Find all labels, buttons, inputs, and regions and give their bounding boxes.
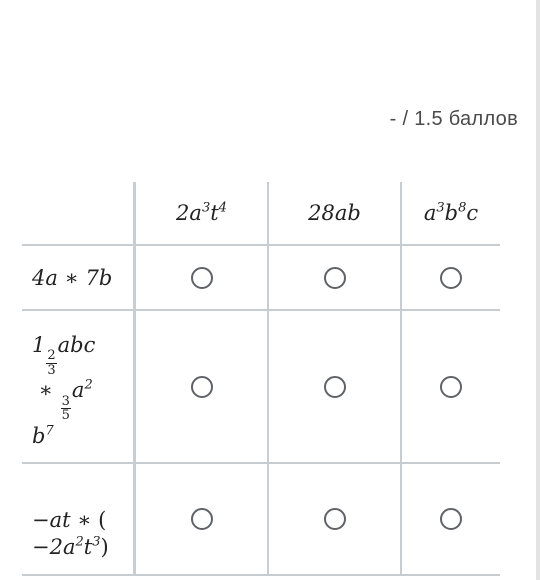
row-option[interactable] <box>269 464 400 574</box>
row-option[interactable] <box>269 311 400 462</box>
column-header-label: $2a^3t^4$ <box>176 200 227 225</box>
row-option[interactable] <box>269 246 400 309</box>
radio-circle-icon[interactable] <box>440 376 462 398</box>
answer-grid <box>22 182 500 576</box>
radio-circle-icon[interactable] <box>324 267 346 289</box>
radio-circle-icon[interactable] <box>440 267 462 289</box>
radio-circle-icon[interactable] <box>324 508 346 530</box>
radio-circle-icon[interactable] <box>191 267 213 289</box>
row-label: 1 $\frac{2}{3}$ abc ∗ $\frac{3}{5}$ $a^2$ $b^7$ <box>32 333 96 448</box>
radio-circle-icon[interactable] <box>440 508 462 530</box>
row-option[interactable] <box>136 246 267 309</box>
radio-circle-icon[interactable] <box>191 376 213 398</box>
column-header-label: 28ab <box>308 201 361 225</box>
row-option[interactable] <box>136 311 267 462</box>
grid-line <box>22 574 500 576</box>
radio-circle-icon[interactable] <box>324 376 346 398</box>
row-option[interactable] <box>402 464 500 574</box>
column-header <box>136 182 267 244</box>
column-header <box>402 182 500 244</box>
radio-circle-icon[interactable] <box>191 508 213 530</box>
scrollbar-track[interactable] <box>536 0 540 580</box>
column-header-label: $a^3b^8c$ <box>423 200 479 225</box>
score-label: - / 1.5 баллов <box>389 108 518 130</box>
row-label: 4a ∗ 7b <box>32 265 113 290</box>
row-option[interactable] <box>136 464 267 574</box>
row-option[interactable] <box>402 246 500 309</box>
column-header <box>269 182 400 244</box>
row-label: −at ∗ ( $-2a^2t^3$) <box>32 508 109 560</box>
row-option[interactable] <box>402 311 500 462</box>
